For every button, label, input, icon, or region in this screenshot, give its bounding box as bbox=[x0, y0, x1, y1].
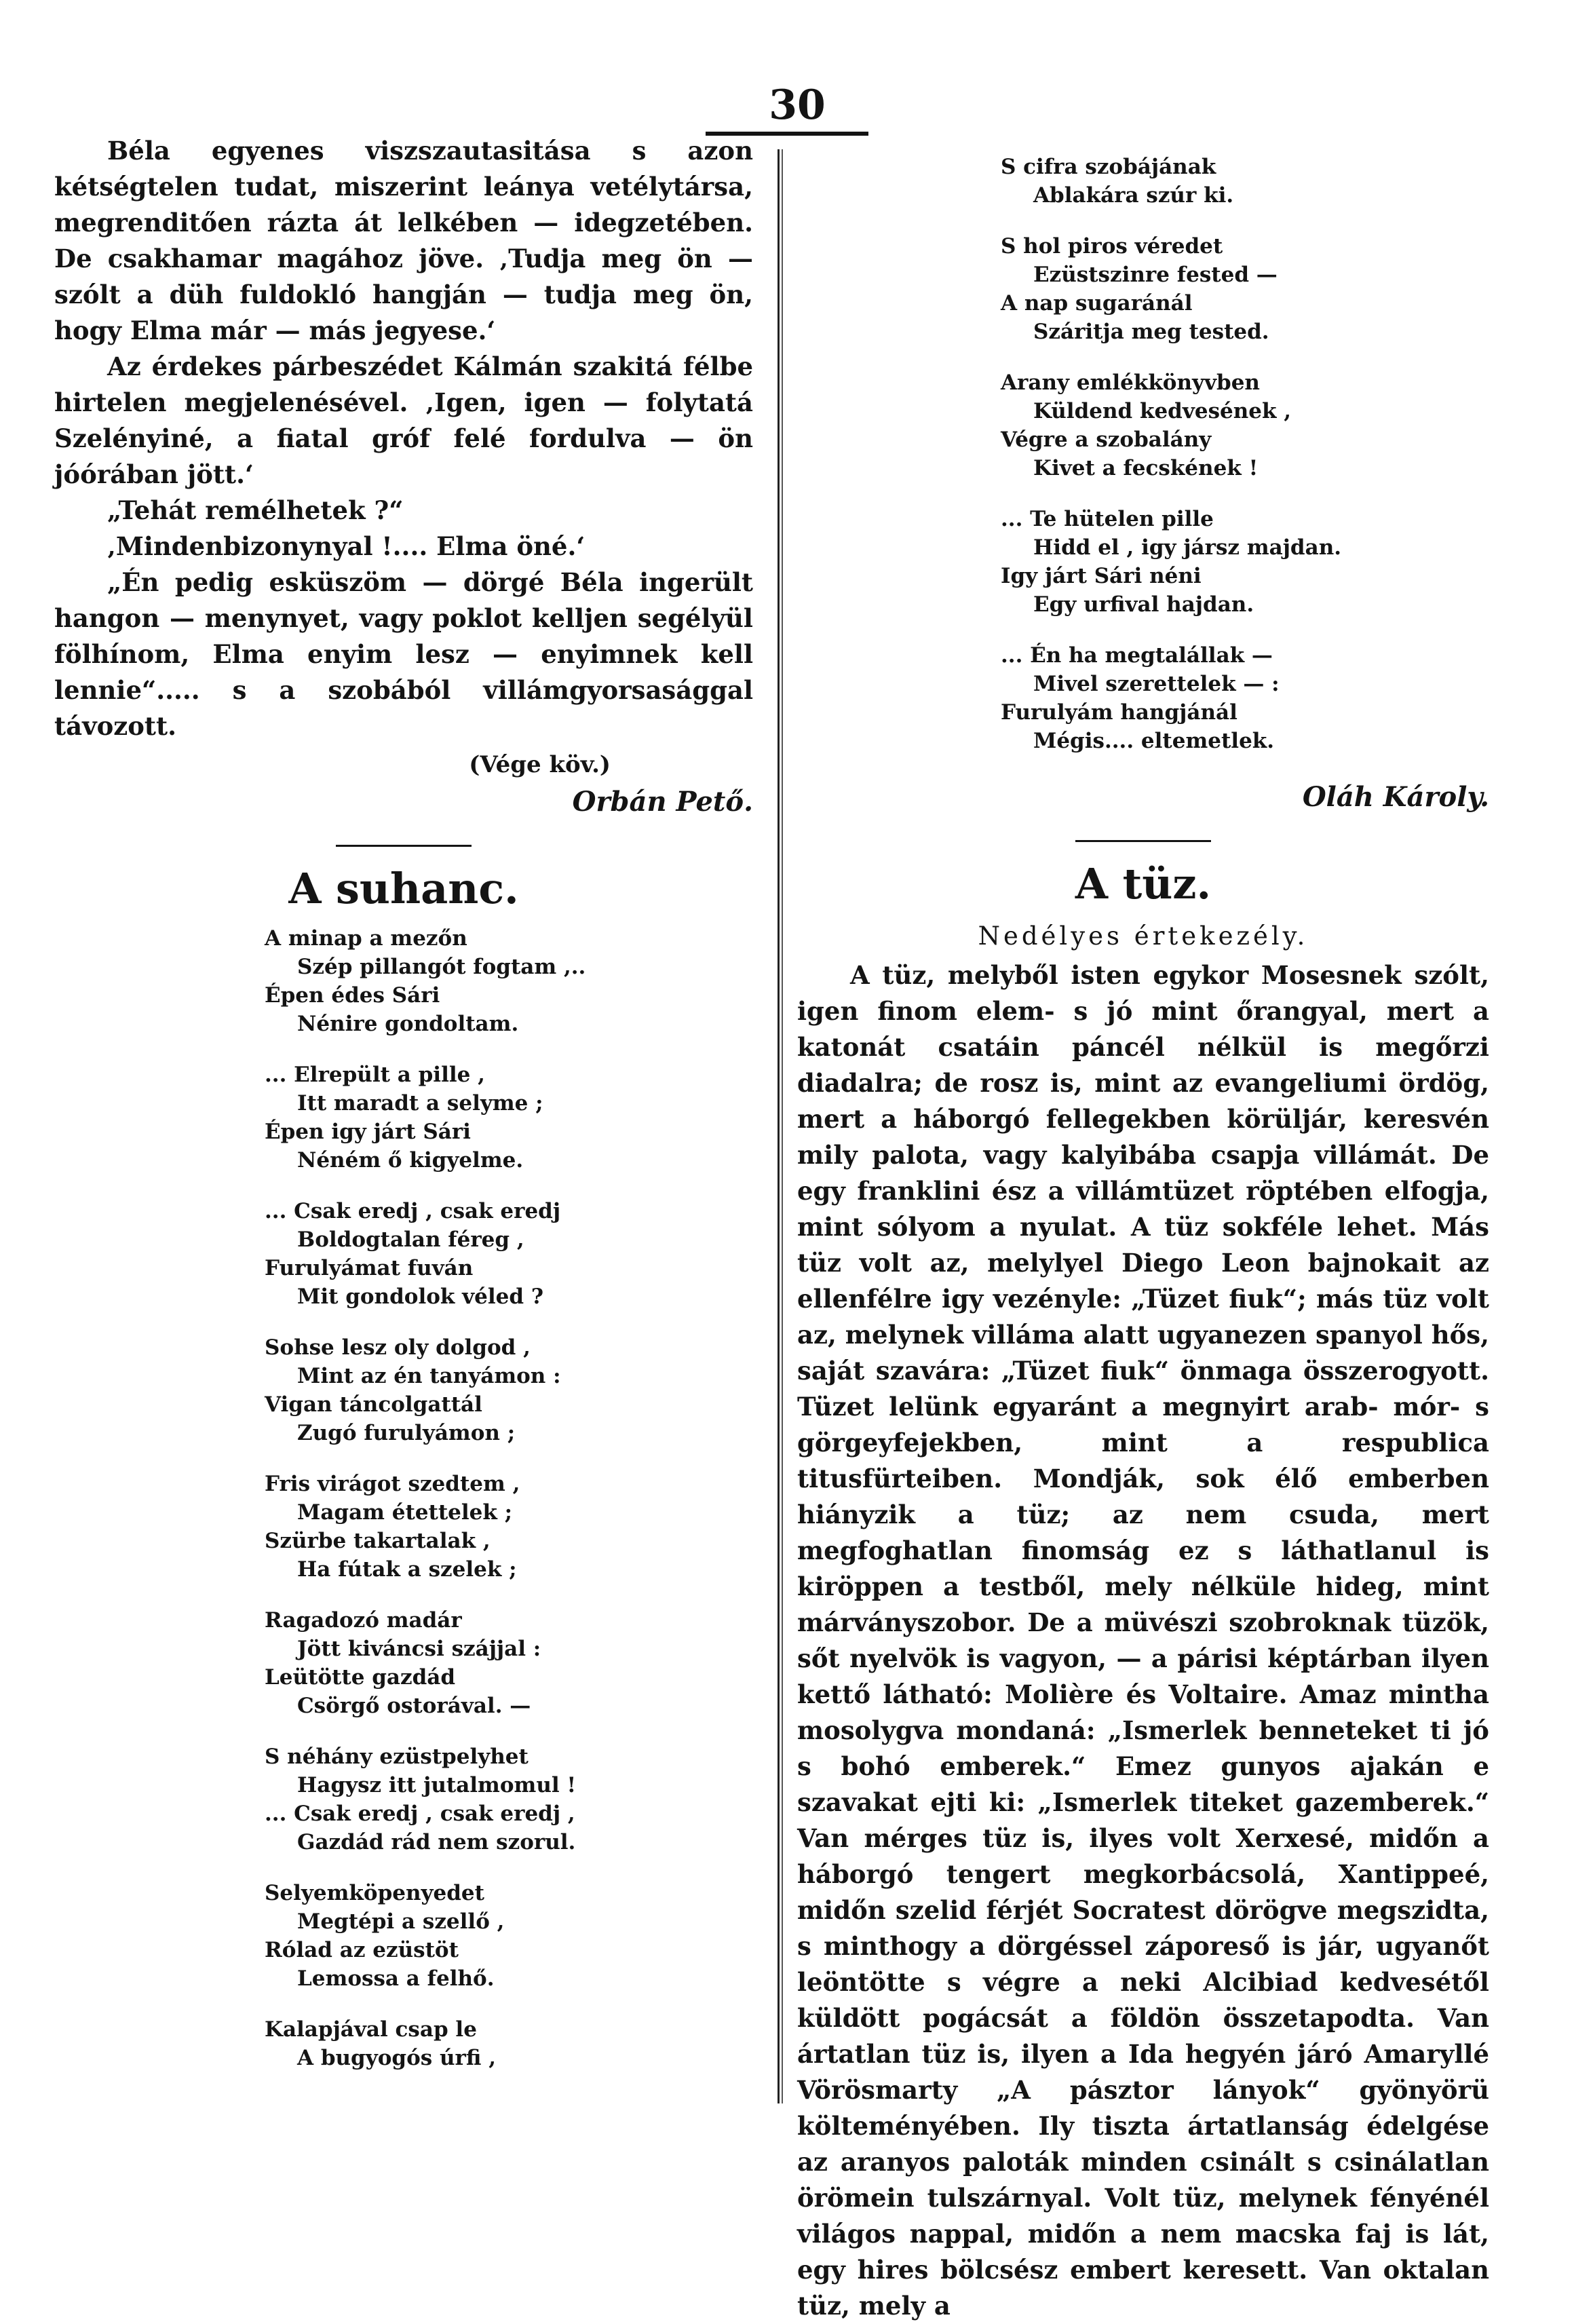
stanza bbox=[265, 1470, 753, 1584]
poem-line: Leütötte gazdád bbox=[265, 1665, 456, 1690]
poem-line: S néhány ezüstpelyhet bbox=[265, 1745, 529, 1769]
poem-line: Lemossa a felhő. bbox=[297, 1966, 495, 1991]
stanza bbox=[265, 2015, 753, 2072]
poem-line: ... Csak eredj , csak eredj bbox=[265, 1199, 561, 1223]
poem-line: Ragadozó madár bbox=[265, 1608, 462, 1633]
poem-line: Mit gondolok véled ? bbox=[297, 1284, 544, 1309]
poem-line: Gazdád rád nem szorul. bbox=[297, 1830, 576, 1854]
poem-line: A nap sugaránál bbox=[1001, 291, 1193, 316]
author-signature: Oláh Károly. bbox=[1302, 781, 1489, 813]
author-signature: Orbán Pető. bbox=[572, 786, 753, 818]
poem-line: Küldend kedvesének , bbox=[1033, 399, 1292, 423]
stanza bbox=[1001, 232, 1489, 346]
poem-line: Mégis.... eltemetlek. bbox=[1033, 729, 1275, 753]
stanza bbox=[1001, 368, 1489, 482]
poem-line: Furulyám hangjánál bbox=[1001, 700, 1237, 725]
poem-line: ... Én ha megtalállak — bbox=[1001, 643, 1273, 668]
poem-line: Rólad az ezüstöt bbox=[265, 1938, 459, 1962]
poem-line: Vigan táncolgattál bbox=[265, 1392, 482, 1417]
column-divider bbox=[778, 149, 780, 2103]
poem-line: Szép pillangót fogtam ,.. bbox=[297, 955, 586, 979]
poem-line: ... Te hütelen pille bbox=[1001, 507, 1214, 531]
paragraph: „Tehát remélhetek ?“ bbox=[107, 495, 404, 525]
stanza bbox=[1001, 153, 1489, 210]
poem-line: A bugyogós úrfi , bbox=[297, 2046, 497, 2070]
poem-line: Boldogtalan féreg , bbox=[297, 1227, 524, 1252]
right-column bbox=[797, 153, 1489, 2324]
stanza bbox=[265, 1742, 753, 1856]
essay-subtitle: Nedélyes értekezély. bbox=[978, 921, 1309, 951]
poem-line: Nénire gondoltam. bbox=[297, 1012, 519, 1036]
poem-line: Mint az én tanyámon : bbox=[297, 1364, 561, 1388]
poem-line: Végre a szobalány bbox=[1001, 427, 1212, 452]
poem-line: Mivel szerettelek — : bbox=[1033, 672, 1280, 696]
poem-line: Itt maradt a selyme ; bbox=[297, 1091, 543, 1116]
poem-line: Fris virágot szedtem , bbox=[265, 1472, 520, 1496]
poem-line: Magam étettelek ; bbox=[297, 1500, 513, 1525]
poem-line: Jött kiváncsi szájjal : bbox=[297, 1637, 541, 1661]
poem-line: ... Elrepült a pille , bbox=[265, 1063, 485, 1087]
left-column bbox=[54, 133, 753, 2095]
page-number: 30 bbox=[769, 81, 826, 129]
poem-line: Épen igy járt Sári bbox=[265, 1120, 471, 1144]
poem-line: Hagysz itt jutalmomul ! bbox=[297, 1773, 577, 1797]
stanza bbox=[1001, 641, 1489, 755]
paragraph: „Én pedig esküszöm — dörgé Béla ingerült hangon — menynyet, vagy poklot kelljen segélyül fölhínom, Elma enyim lesz — enyimnek kell lennie“..... s a szobából villámgyorsasággal távozott. bbox=[54, 567, 753, 741]
stanza bbox=[265, 1197, 753, 1311]
separator-rule bbox=[336, 845, 472, 847]
poem-continuation bbox=[797, 153, 1489, 755]
poem-line: Ha fútak a szelek ; bbox=[297, 1557, 517, 1582]
paragraph: A tüz, melyből isten egykor Mosesnek szólt, igen finom elem- s jó mint őrangyal, mert a katonát csatáin páncél nélkül is megőrzi diadalra; de rosz is, mint az evangeliumi ördög, mert a háborgó fellegekben körüljár, keresvén mily palota, vagy kalyibába csapja villámát. De egy franklini ész a villámtüzet röptében elfogja, mint sólyom a nyulat. A tüz sokféle lehet. Más tüz volt az, melylyel Diego Leon bajnokait az ellenfélre igy vezényle: „Tüzet fiuk“; más tüz volt az, melynek villáma alatt ugyanezen spanyol hős, saját szavára: „Tüzet fiuk“ önmaga összerogyott. Tüzet lelünk egyaránt a megnyirt arab- mór- s görgeyfejekben, mint a respublica titusfürteiben. Mondják, sok élő emberben hiányzik a tüz; az nem csuda, mert megfoghatlan finomság ez s láthatlanul is kiröppen a testből, mely nélküle hideg, mint márványszobor. De a müvészi szobroknak tüzök, sőt nyelvök is vagyon, — a párisi képtárban ilyen kettő látható: Molière és Voltaire. Amaz mintha mosolygva mondaná: „Ismerlek benneteket ti jó s bohó emberek.“ Emez gunyos ajakán e szavakat ejti ki: „Ismerlek titeket gazemberek.“ Van mérges tüz is, ilyes volt Xerxesé, midőn a háborgó tengert megkorbácsolá, Xantippeé, midőn szelid férjét Socratest dörögve megszidta, s minthogy a dörgéssel záporeső is jár, ugyanőt leöntötte s végre a neki Alcibiad kedvesétől küldött pogácsát a földön összetapodta. Van ártatlan tüz is, ilyen a Ida hegyén járó Amaryllé Vörösmarty „A pásztor lányok“ gyönyörü költeményében. Ily tiszta ártatlanság édelgése az aranyos paloták minden csinált s csinálatlan örömein tulszárnyal. Volt tüz, melynek fényénél világos nappal, midőn a nem macska faj is lát, egy hires bölcsész embert keresett. Van oktalan tüz, mely a bbox=[797, 960, 1489, 2321]
poem-line: Egy urfival hajdan. bbox=[1033, 592, 1254, 617]
poem-line: Ablakára szúr ki. bbox=[1033, 183, 1234, 208]
stanza bbox=[265, 924, 753, 1038]
stanza bbox=[265, 1061, 753, 1175]
poem-line: Kivet a fecskének ! bbox=[1033, 456, 1259, 480]
poem-line: Igy járt Sári néni bbox=[1001, 564, 1202, 588]
poem-line: Szürbe takartalak , bbox=[265, 1529, 491, 1553]
separator-rule bbox=[1075, 840, 1211, 842]
poem-line: S cifra szobájának bbox=[1001, 155, 1216, 179]
essay-title: A tüz. bbox=[1075, 859, 1212, 909]
poem-line: Sohse lesz oly dolgod , bbox=[265, 1335, 531, 1360]
poem-line: Megtépi a szellő , bbox=[297, 1909, 505, 1934]
poem-line: Kalapjával csap le bbox=[265, 2017, 477, 2042]
paragraph: Az érdekes párbeszédet Kálmán szakitá félbe hirtelen megjelenésével. ‚Igen, igen — folytatá Szelényiné, a fiatal gróf felé fordulva — ön jóórában jött.‘ bbox=[54, 351, 753, 489]
poem-line: Hidd el , igy jársz majdan. bbox=[1033, 535, 1342, 560]
poem-title: A suhanc. bbox=[288, 864, 519, 913]
poem-line: A minap a mezőn bbox=[265, 926, 467, 951]
story-continuation bbox=[54, 133, 753, 744]
column-divider-inner bbox=[782, 149, 783, 2103]
stanza bbox=[265, 1879, 753, 1993]
poem-line: Csörgő ostorával. — bbox=[297, 1694, 531, 1718]
poem-line: S hol piros véredet bbox=[1001, 234, 1223, 259]
poem-line: Száritja meg tested. bbox=[1033, 320, 1269, 344]
poem bbox=[54, 924, 753, 2072]
paragraph: Béla egyenes viszszautasitása s azon kétségtelen tudat, miszerint leánya vetélytársa, megrenditően rázta át lelkében — idegzetében. De csakhamar magához jöve. ‚Tudja meg ön — szólt a düh fuldokló hangján — tudja meg ön, hogy Elma már — más jegyese.‘ bbox=[54, 136, 753, 345]
poem-line: ... Csak eredj , csak eredj , bbox=[265, 1802, 575, 1826]
paragraph: ‚Mindenbizonynyal !.... Elma öné.‘ bbox=[107, 531, 586, 561]
poem-line: Ezüstszinre fested — bbox=[1033, 263, 1278, 287]
poem-line: Néném ő kigyelme. bbox=[297, 1148, 524, 1173]
stanza bbox=[265, 1333, 753, 1447]
continued-note: (Vége köv.) bbox=[469, 751, 611, 778]
stanza bbox=[265, 1606, 753, 1720]
poem-line: Zugó furulyámon ; bbox=[297, 1421, 516, 1445]
poem-line: Selyemköpenyedet bbox=[265, 1881, 484, 1905]
poem-line: Épen édes Sári bbox=[265, 983, 440, 1008]
essay-body bbox=[797, 957, 1489, 2324]
poem-line: Furulyámat fuván bbox=[265, 1256, 474, 1280]
stanza bbox=[1001, 505, 1489, 619]
poem-line: Arany emlékkönyvben bbox=[1001, 370, 1260, 395]
